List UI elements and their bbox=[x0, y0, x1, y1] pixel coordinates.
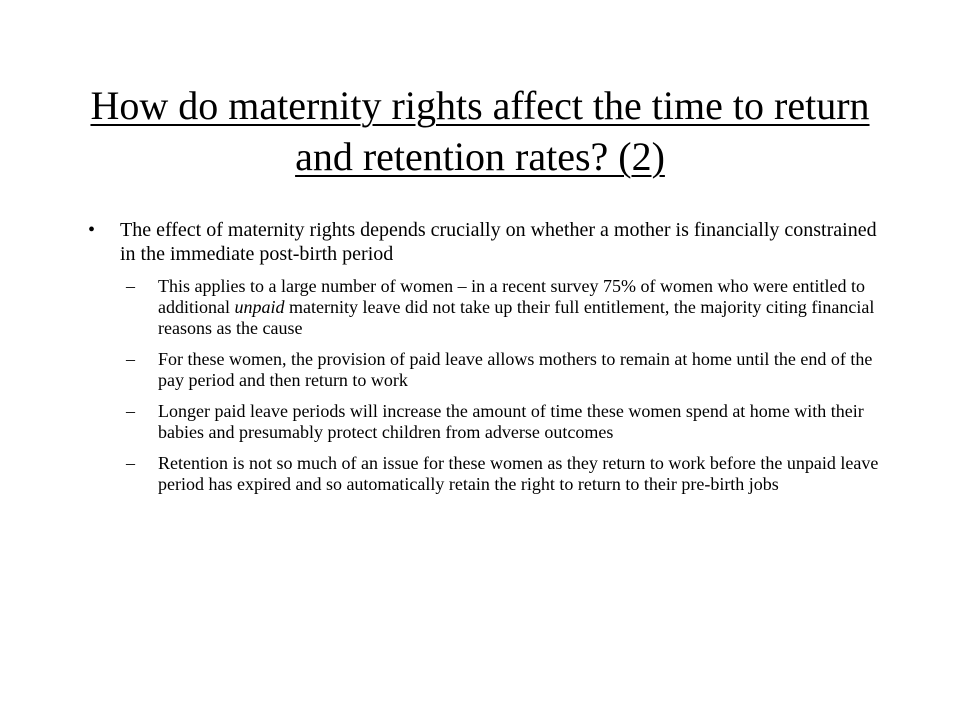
sub-bullet-2-text: For these women, the provision of paid leave allows mothers to remain at home until the end of the pay period and then return to work bbox=[158, 349, 873, 390]
dash-marker: – bbox=[126, 276, 135, 296]
bullet-marker: • bbox=[88, 219, 96, 241]
dash-marker: – bbox=[126, 401, 135, 421]
sub-bullet-1 bbox=[88, 276, 888, 339]
main-bullet-text: The effect of maternity rights depends crucially on whether a mother is financially constrained in the immediate post-birth period bbox=[120, 219, 877, 265]
main-bullet bbox=[88, 218, 888, 266]
sub-bullet-4 bbox=[88, 453, 888, 495]
dash-marker: – bbox=[126, 349, 135, 369]
sub-bullet-4-text: Retention is not so much of an issue for these women as they return to work before the unpaid leave period has expired and so automatically retain the right to return to their pre-birth jobs bbox=[158, 453, 879, 494]
sub-bullet-1-emphasis: unpaid bbox=[234, 297, 285, 317]
dash-marker: – bbox=[126, 453, 135, 473]
sub-bullet-3 bbox=[88, 401, 888, 443]
sub-bullet-2 bbox=[88, 349, 888, 391]
slide-body bbox=[88, 218, 888, 505]
sub-bullet-3-text: Longer paid leave periods will increase the amount of time these women spend at home with their babies and presumably protect children from adverse outcomes bbox=[158, 401, 864, 442]
slide-title: How do maternity rights affect the time to return and retention rates? (2) bbox=[90, 83, 870, 179]
sub-bullet-1-text-start: This applies to a large number of women – in a recent survey 75% of women who were entitled to additional bbox=[158, 276, 865, 317]
sub-bullet-1-text-end: maternity leave did not take up their full entitlement, the majority citing financial reasons as the cause bbox=[158, 297, 875, 338]
